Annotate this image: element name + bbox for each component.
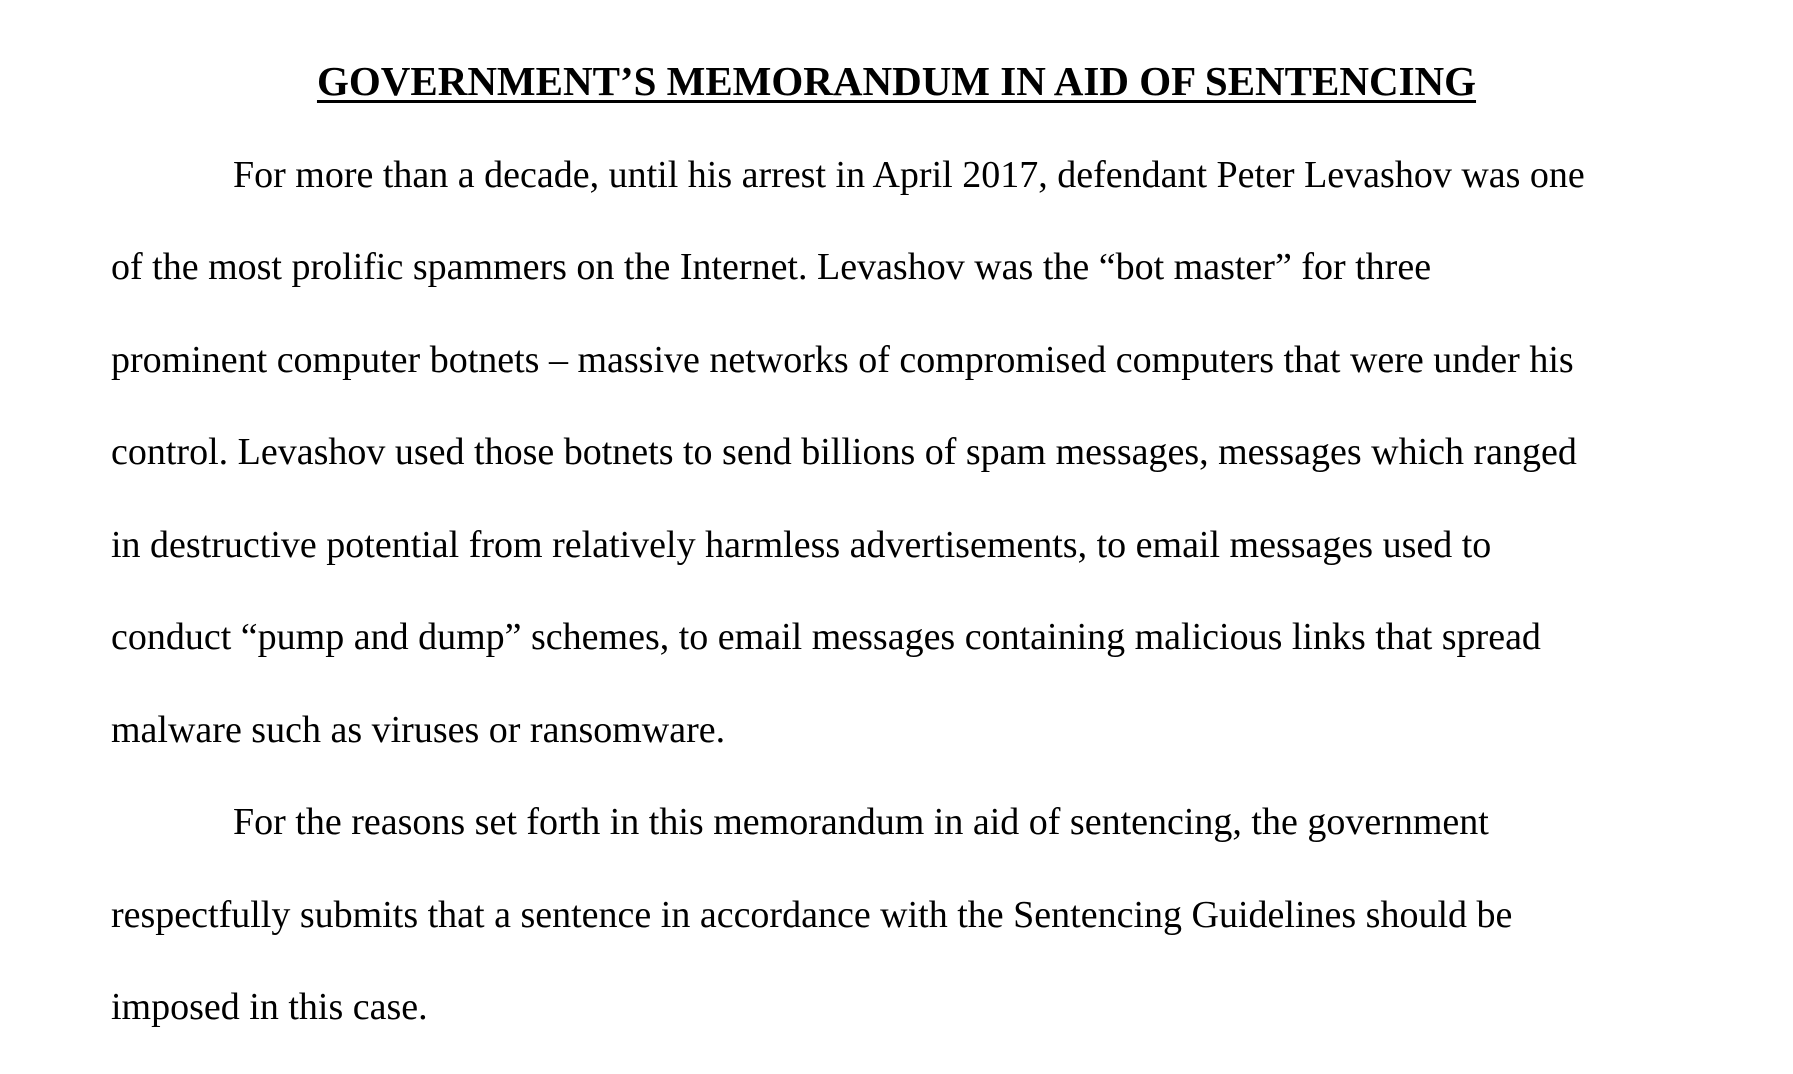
- paragraph-line: conduct “pump and dump” schemes, to email messages containing malicious links that spread: [111, 616, 1541, 658]
- paragraph-line: prominent computer botnets – massive networks of compromised computers that were under his: [111, 339, 1574, 381]
- paragraph-line: For the reasons set forth in this memorandum in aid of sentencing, the government: [233, 801, 1489, 843]
- document-title: GOVERNMENT’S MEMORANDUM IN AID OF SENTENCING: [316, 58, 1477, 104]
- paragraph-line: in destructive potential from relatively harmless advertisements, to email messages used to: [111, 524, 1492, 566]
- paragraph-line: For more than a decade, until his arrest in April 2017, defendant Peter Levashov was one: [233, 154, 1585, 196]
- paragraph-line: control. Levashov used those botnets to send billions of spam messages, messages which ranged: [111, 431, 1577, 473]
- paragraph-line: of the most prolific spammers on the Internet. Levashov was the “bot master” for three: [111, 246, 1432, 288]
- paragraph-line: imposed in this case.: [111, 986, 428, 1028]
- paragraph-line: respectfully submits that a sentence in accordance with the Sentencing Guidelines should be: [111, 894, 1513, 936]
- paragraph-line: malware such as viruses or ransomware.: [111, 709, 726, 751]
